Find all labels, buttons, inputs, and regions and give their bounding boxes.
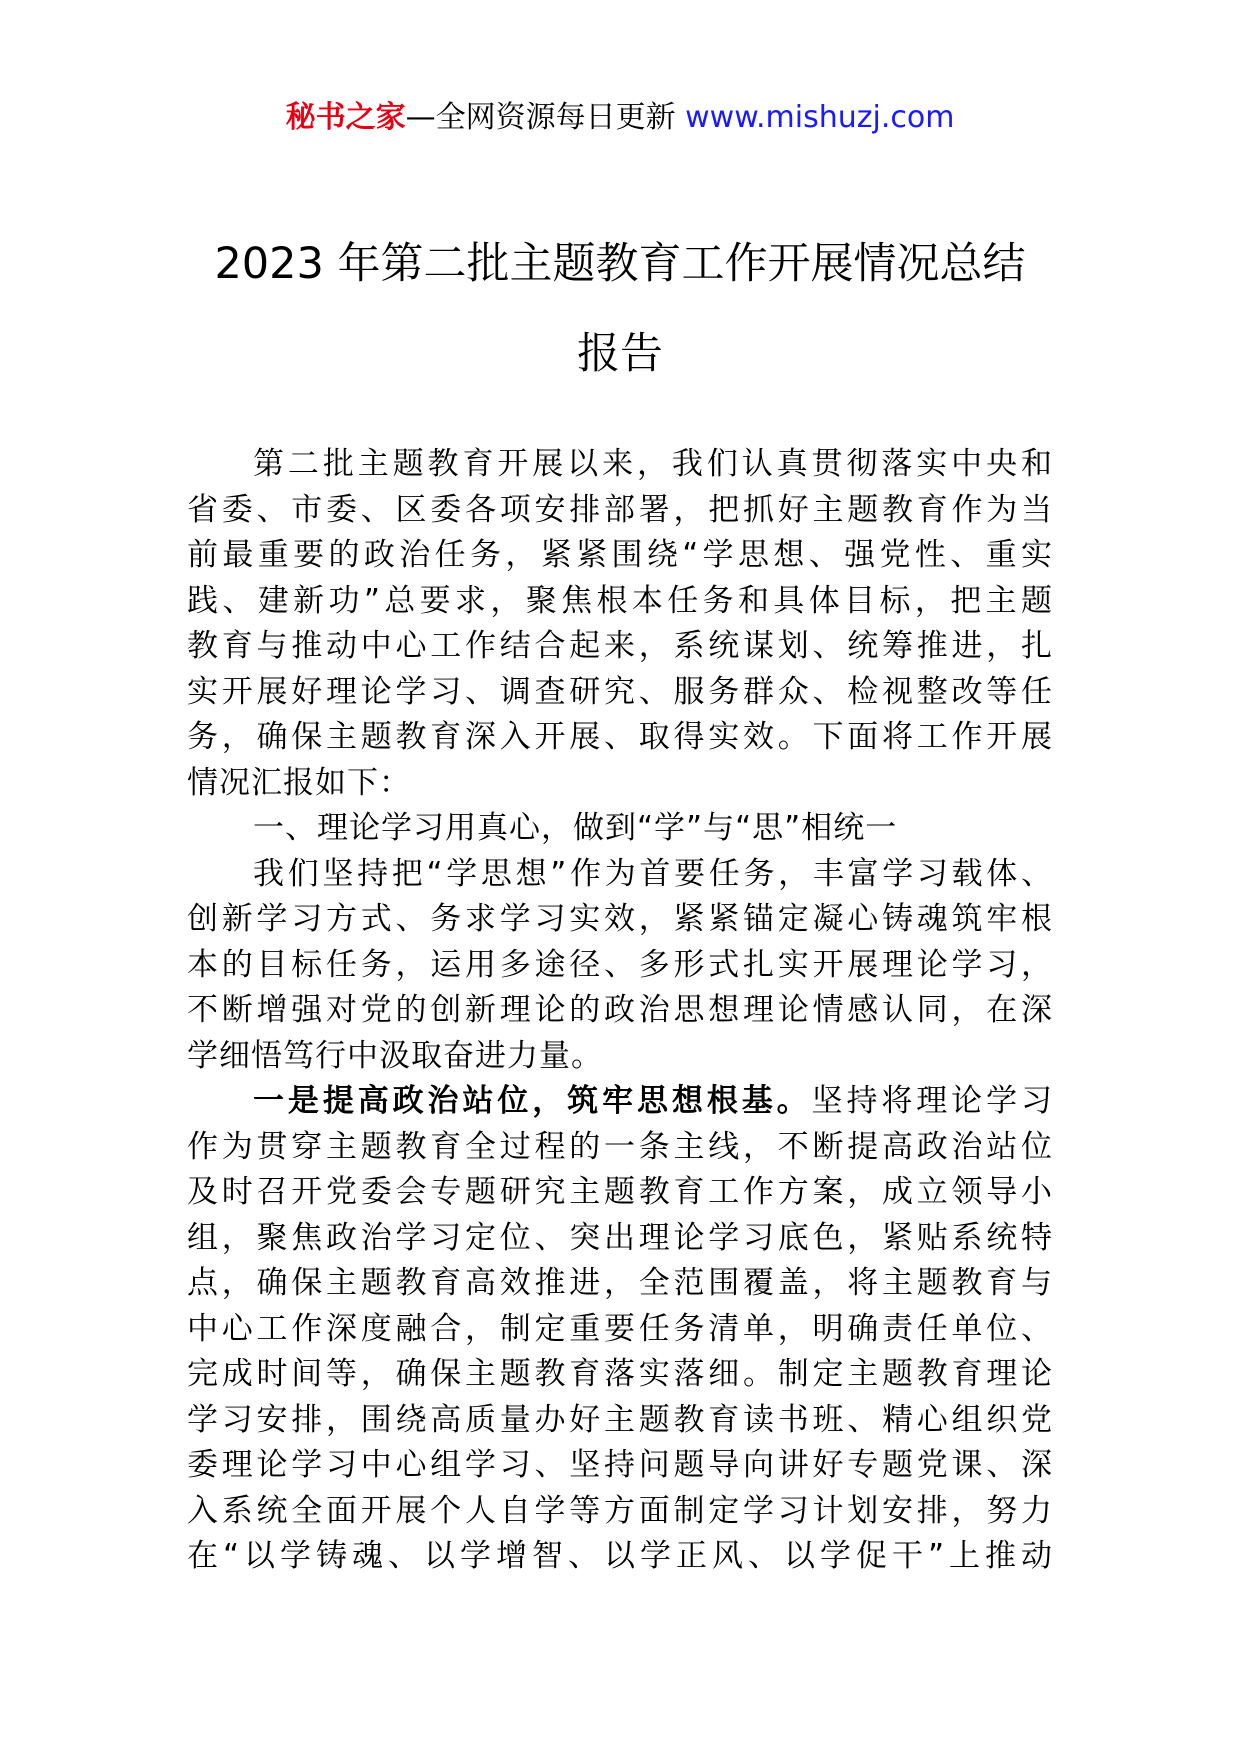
text-line: 我们坚持把“学思想”作为首要任务，丰富学习载体、 [253,855,1053,892]
brand-name: 秘书之家 [285,100,406,135]
text-run: 坚持将理论学习 [811,1083,1053,1119]
text-line: 不断增强对党的创新理论的政治思想理论情感认同，在深 [187,992,1053,1028]
text-line: 情况汇报如下： [187,764,411,801]
text-line: 作为贯穿主题教育全过程的一条主线，不断提高政治站位 [187,1128,1053,1165]
text-line: 及时召开党委会专题研究主题教育工作方案，成立领导小 [187,1174,1053,1210]
text-line: 学细悟笃行中汲取奋进力量。 [187,1037,603,1074]
site-url-link[interactable]: www.mishuzj.com [685,100,955,135]
text-line: 省委、市委、区委各项安排部署，把抓好主题教育作为当 [187,491,1053,528]
text-line: 点，确保主题教育高效推进，全范围覆盖，将主题教育与 [187,1265,1053,1301]
text-line: 中心工作深度融合，制定重要任务清单，明确责任单位、 [187,1310,1053,1347]
text-line: 实开展好理论学习、调查研究、服务群众、检视整改等任 [187,673,1053,710]
text-line: 入系统全面开展个人自学等方面制定学习计划安排，努力 [187,1492,1053,1529]
text-line: 本的目标任务，运用多途径、多形式扎实开展理论学习， [187,946,1053,983]
text-line: 学习安排，围绕高质量办好主题教育读书班、精心组织党 [187,1401,1053,1438]
text-line: 组，聚焦政治学习定位、突出理论学习底色，紧贴系统特 [187,1219,1053,1256]
text-line [187,1079,1053,1125]
site-header [0,98,1240,138]
section-heading: 一、理论学习用真心，做到“学”与“思”相统一 [253,810,898,846]
text-line: 教育与推动中心工作结合起来，系统谋划、统筹推进，扎 [187,628,1053,664]
text-line: 委理论学习中心组学习、坚持问题导向讲好专题党课、深 [187,1447,1053,1483]
document-title-line-1: 2023 年第二批主题教育工作开展情况总结 [214,239,1026,289]
header-tagline: —全网资源每日更新 [405,100,686,135]
text-line: 第二批主题教育开展以来，我们认真贯彻落实中央和 [253,446,1053,482]
document-title-line-2: 报告 [577,329,663,379]
text-line: 在“以学铸魂、以学增智、以学正风、以学促干”上推动 [187,1538,1053,1574]
text-line: 创新学习方式、务求学习实效，紧紧锚定凝心铸魂筑牢根 [187,901,1053,937]
text-line: 完成时间等，确保主题教育落实落细。制定主题教育理论 [187,1356,1053,1392]
bold-lead-phrase: 一是提高政治站位，筑牢思想根基。 [253,1083,812,1119]
text-line: 务，确保主题教育深入开展、取得实效。下面将工作开展 [187,719,1053,755]
text-line: 践、建新功”总要求，聚焦根本任务和具体目标，把主题 [187,582,1053,619]
text-line: 前最重要的政治任务，紧紧围绕“学思想、强党性、重实 [187,537,1053,573]
document-body [187,442,1053,1580]
